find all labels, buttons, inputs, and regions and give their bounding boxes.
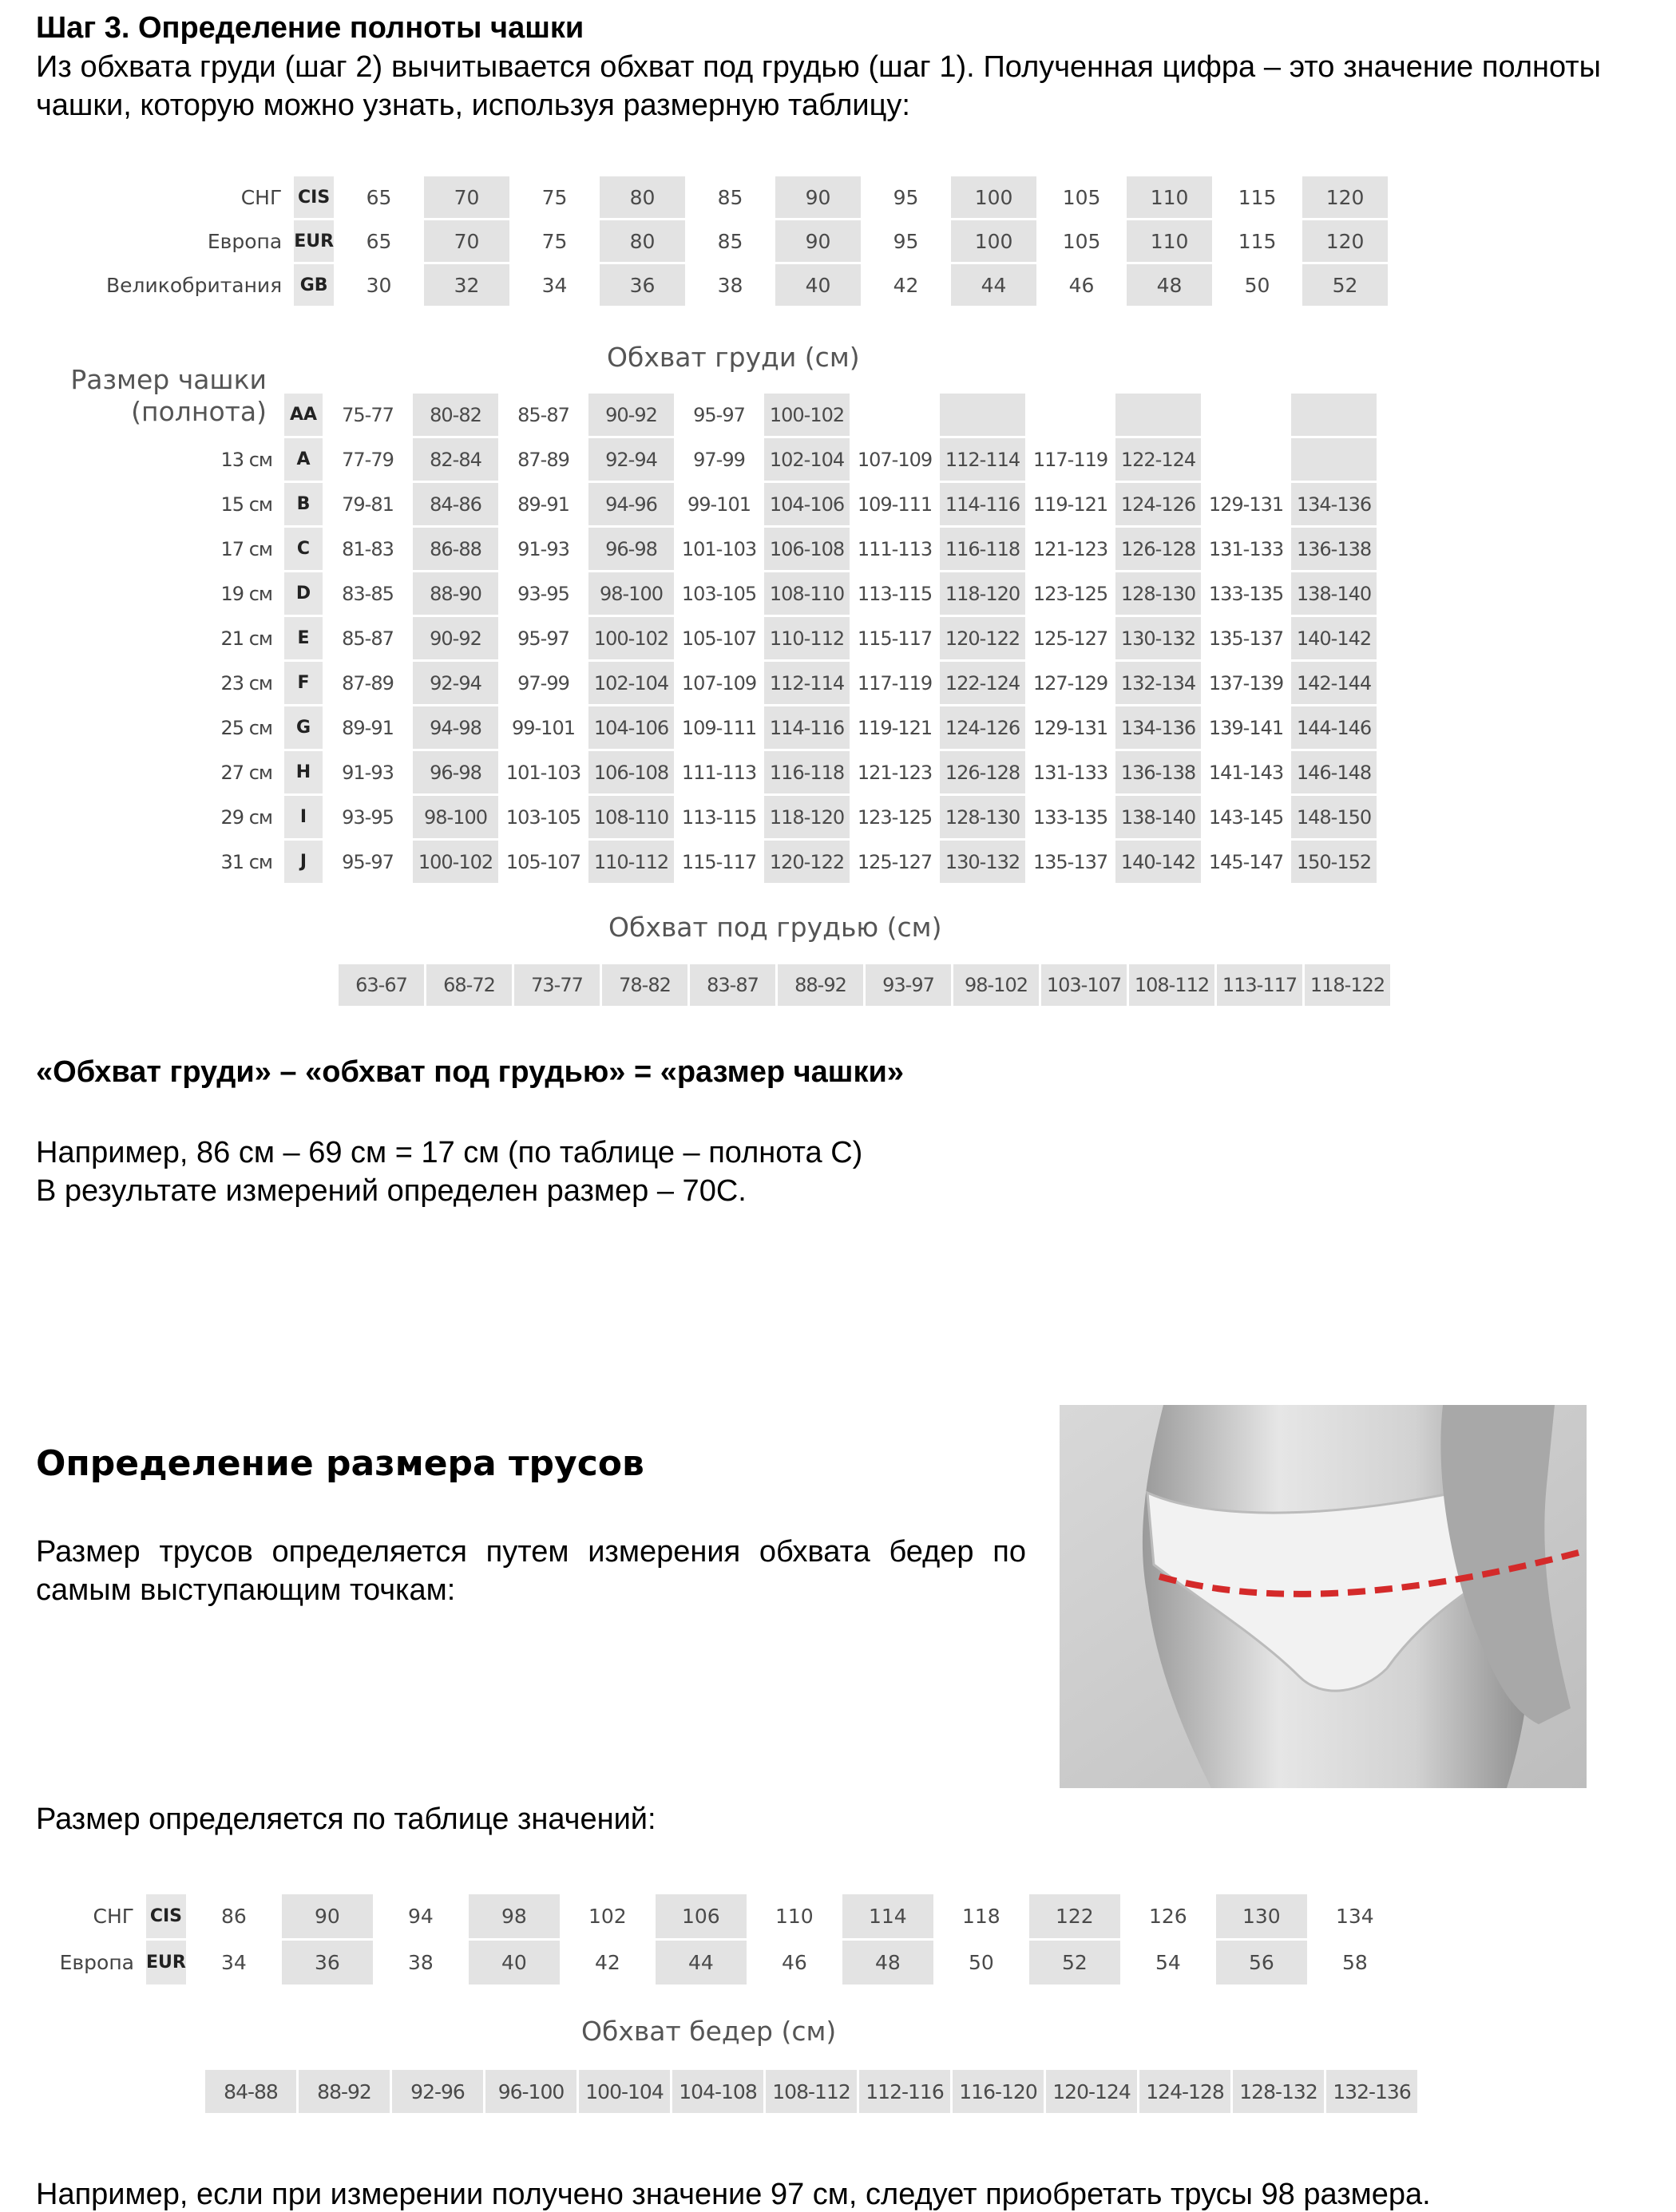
row-code: D — [284, 572, 323, 615]
row-code: AA — [284, 394, 323, 436]
table-cell: 103-107 — [1041, 964, 1127, 1006]
row-label: 21 см — [220, 627, 272, 650]
table-cell: 85 — [717, 229, 743, 253]
table-cell: 89-91 — [517, 493, 569, 516]
example-cup-line2: В результате измерений определен размер – 70С. — [36, 1174, 747, 1208]
table-cell: 113-115 — [857, 582, 933, 605]
table-cell: 75 — [541, 185, 568, 209]
table-row — [339, 964, 1390, 1006]
row-code: J — [284, 841, 323, 883]
table-cell: 109-111 — [681, 716, 757, 739]
table-cell: 103-105 — [681, 582, 757, 605]
table-cell: 131-133 — [1208, 537, 1284, 560]
table-cell: 88-92 — [778, 964, 863, 1006]
row-label — [50, 394, 282, 436]
table-cell: 38 — [717, 273, 743, 297]
table-cell: 115-117 — [681, 850, 757, 873]
table-cell: 105-107 — [681, 627, 757, 650]
table-cell: 65 — [366, 185, 392, 209]
table-cell: 87-89 — [342, 671, 394, 694]
table-cell: 50 — [968, 1951, 994, 1974]
table-cell: 36 — [600, 264, 685, 306]
table-cell: 98-100 — [413, 796, 498, 838]
table-cell: 118-120 — [940, 572, 1025, 615]
table-cell: 32 — [424, 264, 509, 306]
table-cell: 106 — [656, 1894, 747, 1938]
table-cell: 139-141 — [1208, 716, 1284, 739]
table-cell: 120 — [1302, 176, 1388, 218]
table-cell: 102 — [588, 1905, 627, 1928]
table-cell: 120-122 — [940, 617, 1025, 659]
table-cell: 83-87 — [690, 964, 775, 1006]
table-cell: 46 — [1068, 273, 1095, 297]
table-cell: 34 — [541, 273, 568, 297]
table-cell: 88-92 — [299, 2070, 390, 2113]
step3-title: Шаг 3. Определение полноты чашки — [36, 11, 584, 45]
table-cell: 95 — [893, 229, 919, 253]
table-cell: 46 — [781, 1951, 807, 1974]
table-cell: 148-150 — [1291, 796, 1377, 838]
table-row — [205, 2070, 1417, 2113]
table-cell: 116-120 — [953, 2070, 1044, 2113]
table-cell: 133-135 — [1032, 805, 1108, 829]
table-row — [106, 220, 1388, 262]
table-cell: 96-98 — [413, 751, 498, 793]
row-label: СНГ — [93, 1905, 134, 1928]
table-cell: 116-118 — [764, 751, 850, 793]
row-label: 15 см — [220, 493, 272, 516]
table-cell: 119-121 — [857, 716, 933, 739]
table-cell: 150-152 — [1291, 841, 1377, 883]
table-cell: 97-99 — [693, 448, 745, 471]
table-row — [50, 394, 1377, 436]
table-cell: 92-94 — [588, 438, 674, 481]
row-label: Европа — [59, 1951, 134, 1974]
example-cup-line1: Например, 86 см – 69 см = 17 см (по таблице – полнота С) — [36, 1136, 863, 1169]
table-cell: 123-125 — [857, 805, 933, 829]
table-cell: 96-98 — [588, 528, 674, 570]
table-cell — [1203, 438, 1289, 481]
table-cell: 86 — [220, 1905, 247, 1928]
table-cell: 138-140 — [1115, 796, 1201, 838]
table-cell: 34 — [220, 1951, 247, 1974]
table-cell: 132-134 — [1115, 662, 1201, 704]
table-cell: 134-136 — [1115, 706, 1201, 749]
table-cell: 89-91 — [342, 716, 394, 739]
table-cell: 107-109 — [681, 671, 757, 694]
row-label: Европа — [207, 229, 283, 253]
table-cell: 115 — [1238, 229, 1277, 253]
table-cell — [1028, 394, 1113, 436]
hip-measurement-photo — [1060, 1405, 1587, 1788]
table-cell: 95-97 — [693, 403, 745, 426]
table-cell: 91-93 — [517, 537, 569, 560]
table-cell: 100-102 — [588, 617, 674, 659]
table-row — [50, 662, 1377, 704]
table-cell: 116-118 — [940, 528, 1025, 570]
table-cell — [852, 394, 937, 436]
table-cell: 120-122 — [764, 841, 850, 883]
table-cell: 98-100 — [588, 572, 674, 615]
table-cell: 134 — [1335, 1905, 1374, 1928]
table-cell: 85-87 — [517, 403, 569, 426]
table-cell: 136-138 — [1115, 751, 1201, 793]
table-cell: 126 — [1148, 1905, 1187, 1928]
table-cell: 75 — [541, 229, 568, 253]
table-cell: 110-112 — [588, 841, 674, 883]
table-cell: 141-143 — [1208, 761, 1284, 784]
table-cell: 115-117 — [857, 627, 933, 650]
table-cell: 118-120 — [764, 796, 850, 838]
row-code: C — [284, 528, 323, 570]
table-cell: 44 — [951, 264, 1036, 306]
hips-table — [203, 2068, 1420, 2115]
table-cell: 104-108 — [672, 2070, 763, 2113]
table-cell: 114-116 — [940, 483, 1025, 525]
table-cell: 80-82 — [413, 394, 498, 436]
table-cell: 93-95 — [517, 582, 569, 605]
table-cell: 100 — [951, 220, 1036, 262]
table-cell: 131-133 — [1032, 761, 1108, 784]
table-cell: 94-98 — [413, 706, 498, 749]
table-cell: 115 — [1238, 185, 1277, 209]
row-code: CIS — [294, 176, 334, 218]
table-cell: 68-72 — [426, 964, 512, 1006]
table-cell: 112-114 — [940, 438, 1025, 481]
table-cell: 90-92 — [588, 394, 674, 436]
table-cell: 93-97 — [866, 964, 951, 1006]
table-cell: 124-128 — [1139, 2070, 1230, 2113]
table-cell: 117-119 — [1032, 448, 1108, 471]
table-cell: 114-116 — [764, 706, 850, 749]
table-cell: 126-128 — [940, 751, 1025, 793]
table-cell: 127-129 — [1032, 671, 1108, 694]
row-code: EUR — [146, 1941, 186, 1984]
table-row — [106, 176, 1388, 218]
table-cell: 85 — [717, 185, 743, 209]
table-cell — [1203, 394, 1289, 436]
table-cell: 65 — [366, 229, 392, 253]
row-label: СНГ — [240, 185, 283, 209]
cup-size-header: Размер чашки (полнота) — [70, 364, 267, 427]
table-cell: 125-127 — [857, 850, 933, 873]
table-cell: 91-93 — [342, 761, 394, 784]
table-cell: 40 — [775, 264, 861, 306]
table-cell: 138-140 — [1291, 572, 1377, 615]
table-cell: 84-86 — [413, 483, 498, 525]
table-cell: 99-101 — [511, 716, 575, 739]
table-row — [50, 572, 1377, 615]
panties-description: Размер трусов определяется путем измерения обхвата бедер по самым выступающим точкам: — [36, 1535, 1026, 1607]
table-cell — [940, 394, 1025, 436]
table-cell: 135-137 — [1032, 850, 1108, 873]
table-cell: 112-114 — [764, 662, 850, 704]
table-cell: 120 — [1302, 220, 1388, 262]
table-cell: 48 — [842, 1941, 933, 1984]
bra-cup-table — [48, 391, 1379, 885]
table-cell: 100-102 — [413, 841, 498, 883]
row-code: CIS — [146, 1894, 186, 1938]
table-row — [50, 483, 1377, 525]
table-cell: 42 — [594, 1951, 620, 1974]
table-cell: 95-97 — [517, 627, 569, 650]
table-cell: 121-123 — [857, 761, 933, 784]
table-cell: 54 — [1155, 1951, 1181, 1974]
underbust-axis-label: Обхват под грудью (см) — [608, 912, 942, 943]
table-cell: 100-104 — [579, 2070, 670, 2113]
table-cell: 142-144 — [1291, 662, 1377, 704]
table-cell: 87-89 — [517, 448, 569, 471]
table-cell: 117-119 — [857, 671, 933, 694]
table-cell: 123-125 — [1032, 582, 1108, 605]
table-cell: 63-67 — [339, 964, 424, 1006]
row-label: 17 см — [220, 537, 272, 560]
table-cell: 90-92 — [413, 617, 498, 659]
row-label: 13 см — [220, 448, 272, 471]
table-cell: 120-124 — [1046, 2070, 1137, 2113]
table-cell: 140-142 — [1115, 841, 1201, 883]
table-cell: 95 — [893, 185, 919, 209]
row-code: EUR — [294, 220, 334, 262]
row-code: H — [284, 751, 323, 793]
table-cell: 136-138 — [1291, 528, 1377, 570]
table-row — [50, 841, 1377, 883]
panties-title: Определение размера трусов — [36, 1443, 644, 1484]
table-cell: 106-108 — [764, 528, 850, 570]
table-cell: 140-142 — [1291, 617, 1377, 659]
panties-example: Например, если при измерении получено значение 97 см, следует приобретать трусы 98 размера. — [36, 2178, 1431, 2211]
table-cell: 124-126 — [1115, 483, 1201, 525]
table-cell: 111-113 — [857, 537, 933, 560]
row-label: Великобритания — [106, 273, 283, 297]
panties-table-intro: Размер определяется по таблице значений: — [36, 1802, 656, 1836]
table-cell: 103-105 — [505, 805, 581, 829]
table-cell: 38 — [407, 1951, 434, 1974]
table-cell: 124-126 — [940, 706, 1025, 749]
table-cell: 145-147 — [1208, 850, 1284, 873]
row-label: 25 см — [220, 716, 272, 739]
table-cell: 102-104 — [764, 438, 850, 481]
table-cell: 88-90 — [413, 572, 498, 615]
row-code: A — [284, 438, 323, 481]
table-cell: 111-113 — [681, 761, 757, 784]
table-cell: 122 — [1029, 1894, 1120, 1938]
table-cell: 104-106 — [764, 483, 850, 525]
table-row — [50, 528, 1377, 570]
table-cell: 143-145 — [1208, 805, 1284, 829]
table-cell: 108-110 — [588, 796, 674, 838]
table-cell: 108-110 — [764, 572, 850, 615]
table-cell: 114 — [842, 1894, 933, 1938]
panties-country-size-table — [40, 1892, 1403, 1987]
table-cell: 77-79 — [342, 448, 394, 471]
table-cell: 130-132 — [1115, 617, 1201, 659]
table-cell: 30 — [366, 273, 392, 297]
table-cell: 126-128 — [1115, 528, 1201, 570]
table-cell: 93-95 — [342, 805, 394, 829]
table-cell: 80 — [600, 176, 685, 218]
row-code: F — [284, 662, 323, 704]
table-cell — [1291, 438, 1377, 481]
table-cell: 44 — [656, 1941, 747, 1984]
cup-formula: «Обхват груди» – «обхват под грудью» = «размер чашки» — [36, 1055, 904, 1089]
table-cell: 128-130 — [1115, 572, 1201, 615]
table-cell: 100-102 — [764, 394, 850, 436]
table-cell: 73-77 — [514, 964, 600, 1006]
table-cell: 128-130 — [940, 796, 1025, 838]
table-cell: 101-103 — [505, 761, 581, 784]
table-cell: 110 — [1127, 176, 1212, 218]
table-cell: 56 — [1216, 1941, 1307, 1984]
table-cell: 58 — [1341, 1951, 1368, 1974]
table-cell: 92-96 — [392, 2070, 483, 2113]
table-cell: 90 — [775, 176, 861, 218]
row-label: 19 см — [220, 582, 272, 605]
table-cell: 135-137 — [1208, 627, 1284, 650]
table-row — [50, 751, 1377, 793]
table-cell: 122-124 — [940, 662, 1025, 704]
table-cell: 104-106 — [588, 706, 674, 749]
table-row — [50, 706, 1377, 749]
table-cell: 130 — [1216, 1894, 1307, 1938]
table-cell: 70 — [424, 220, 509, 262]
table-row — [42, 1941, 1401, 1984]
table-cell: 105 — [1062, 185, 1101, 209]
table-cell: 90 — [282, 1894, 373, 1938]
table-cell: 92-94 — [413, 662, 498, 704]
table-cell: 128-132 — [1233, 2070, 1324, 2113]
table-cell: 80 — [600, 220, 685, 262]
table-cell: 84-88 — [205, 2070, 296, 2113]
table-cell: 119-121 — [1032, 493, 1108, 516]
table-cell: 113-115 — [681, 805, 757, 829]
table-cell: 110 — [1127, 220, 1212, 262]
bust-axis-label: Обхват груди (см) — [607, 342, 860, 373]
hips-axis-label: Обхват бедер (см) — [581, 2016, 837, 2047]
table-cell: 112-116 — [859, 2070, 950, 2113]
table-cell: 113-117 — [1217, 964, 1302, 1006]
table-cell: 129-131 — [1032, 716, 1108, 739]
table-cell: 86-88 — [413, 528, 498, 570]
table-row — [50, 617, 1377, 659]
table-cell — [1291, 394, 1377, 436]
table-cell: 82-84 — [413, 438, 498, 481]
table-cell: 95-97 — [342, 850, 394, 873]
table-row — [42, 1894, 1401, 1938]
table-cell: 85-87 — [342, 627, 394, 650]
table-cell: 118 — [961, 1905, 1000, 1928]
row-code: G — [284, 706, 323, 749]
table-row — [50, 796, 1377, 838]
hip-photo-illustration — [1060, 1405, 1587, 1788]
table-cell: 105 — [1062, 229, 1101, 253]
table-cell: 97-99 — [517, 671, 569, 694]
table-cell: 50 — [1244, 273, 1270, 297]
table-cell: 98-102 — [953, 964, 1039, 1006]
row-code: E — [284, 617, 323, 659]
table-cell: 78-82 — [602, 964, 687, 1006]
table-cell: 75-77 — [342, 403, 394, 426]
row-label: 29 см — [220, 805, 272, 829]
table-cell: 102-104 — [588, 662, 674, 704]
table-row — [50, 438, 1377, 481]
row-label: 31 см — [220, 850, 272, 873]
row-code: B — [284, 483, 323, 525]
table-cell: 100 — [951, 176, 1036, 218]
table-cell: 144-146 — [1291, 706, 1377, 749]
table-cell: 118-122 — [1305, 964, 1390, 1006]
table-cell: 121-123 — [1032, 537, 1108, 560]
underbust-table — [336, 962, 1393, 1008]
table-cell: 40 — [469, 1941, 560, 1984]
table-cell: 42 — [893, 273, 919, 297]
table-cell: 122-124 — [1115, 438, 1201, 481]
table-cell: 48 — [1127, 264, 1212, 306]
table-cell: 81-83 — [342, 537, 394, 560]
table-cell: 108-112 — [766, 2070, 857, 2113]
table-cell — [1115, 394, 1201, 436]
table-cell: 52 — [1302, 264, 1388, 306]
table-cell: 83-85 — [342, 582, 394, 605]
table-cell: 133-135 — [1208, 582, 1284, 605]
row-code: I — [284, 796, 323, 838]
table-cell: 108-112 — [1129, 964, 1214, 1006]
table-row — [106, 264, 1388, 306]
table-cell: 99-101 — [687, 493, 751, 516]
table-cell: 110 — [775, 1905, 814, 1928]
table-cell: 129-131 — [1208, 493, 1284, 516]
table-cell: 36 — [282, 1941, 373, 1984]
table-cell: 132-136 — [1326, 2070, 1417, 2113]
table-cell: 137-139 — [1208, 671, 1284, 694]
table-cell: 94 — [407, 1905, 434, 1928]
table-cell: 125-127 — [1032, 627, 1108, 650]
table-cell: 110-112 — [764, 617, 850, 659]
table-cell: 52 — [1029, 1941, 1120, 1984]
table-cell: 109-111 — [857, 493, 933, 516]
table-cell: 70 — [424, 176, 509, 218]
row-code: GB — [294, 264, 334, 306]
bra-country-size-table — [104, 174, 1390, 308]
table-cell: 106-108 — [588, 751, 674, 793]
table-cell: 105-107 — [505, 850, 581, 873]
table-cell: 79-81 — [342, 493, 394, 516]
table-cell: 146-148 — [1291, 751, 1377, 793]
table-cell: 130-132 — [940, 841, 1025, 883]
table-cell: 90 — [775, 220, 861, 262]
row-label: 27 см — [220, 761, 272, 784]
step3-description: Из обхвата груди (шаг 2) вычитывается обхват под грудью (шаг 1). Полученная цифра – это значение полноты чашки, которую можно узнать, используя размерную таблицу: — [36, 50, 1601, 122]
example-cup — [36, 1134, 862, 1210]
table-cell: 101-103 — [681, 537, 757, 560]
table-cell: 96-100 — [485, 2070, 576, 2113]
row-label: 23 см — [220, 671, 272, 694]
table-cell: 107-109 — [857, 448, 933, 471]
table-cell: 134-136 — [1291, 483, 1377, 525]
table-cell: 94-96 — [588, 483, 674, 525]
table-cell: 98 — [469, 1894, 560, 1938]
